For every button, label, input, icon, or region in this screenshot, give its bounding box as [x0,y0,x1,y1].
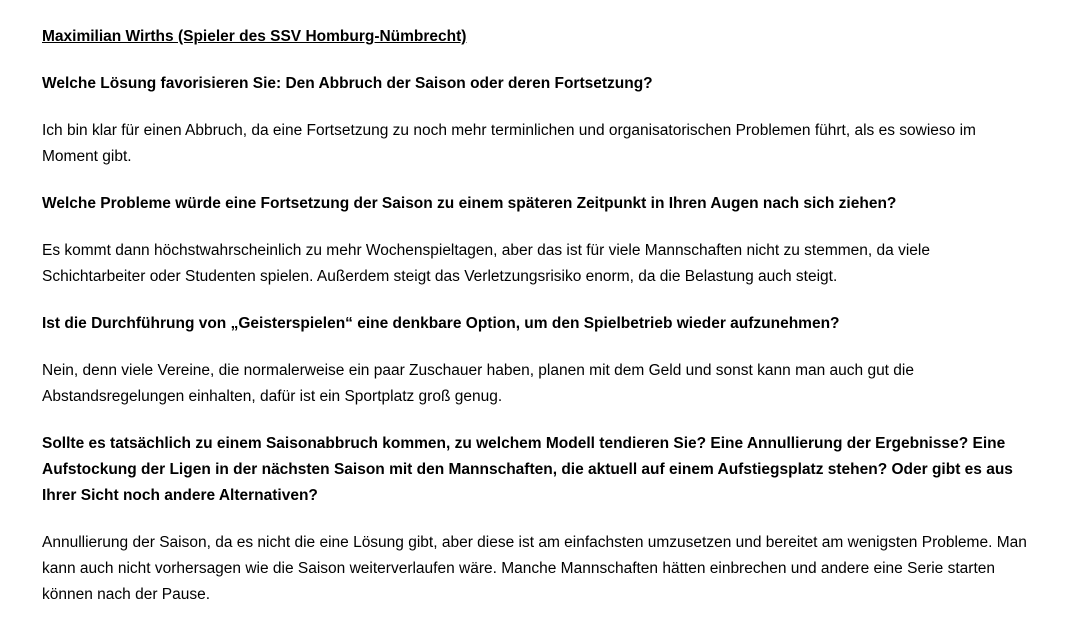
interview-question-1: Welche Lösung favorisieren Sie: Den Abbruch der Saison oder deren Fortsetzung? [42,75,653,92]
interview-answer-1: Ich bin klar für einen Abbruch, da eine Fortsetzung zu noch mehr terminlichen und organisatorischen Problemen führt, als es sowieso im Moment gibt. [42,122,976,165]
document-title: Maximilian Wirths (Spieler des SSV Homburg-Nümbrecht) [42,28,467,45]
interview-question-3: Ist die Durchführung von „Geisterspielen“ eine denkbare Option, um den Spielbetrieb wieder aufzunehmen? [42,315,840,332]
interview-answer-2: Es kommt dann höchstwahrscheinlich zu mehr Wochenspieltagen, aber das ist für viele Mannschaften nicht zu stemmen, da viele Schichtarbeiter oder Studenten spielen. Außerdem steigt das Verletzungsrisiko enorm, da die Belastung auch steigt. [42,242,930,285]
interview-answer-3: Nein, denn viele Vereine, die normalerweise ein paar Zuschauer haben, planen mit dem Geld und sonst kann man auch gut die Abstandsregelungen einhalten, dafür ist ein Sportplatz groß genug. [42,362,914,405]
interview-question-4: Sollte es tatsächlich zu einem Saisonabbruch kommen, zu welchem Modell tendieren Sie? Eine Annullierung der Ergebnisse? Eine Aufstockung der Ligen in der nächsten Saison mit den Mannschaften, die aktuell auf einem Aufstiegsplatz stehen? Oder gibt es aus Ihrer Sicht noch andere Alternativen? [42,435,1013,504]
interview-question-2: Welche Probleme würde eine Fortsetzung der Saison zu einem späteren Zeitpunkt in Ihren Augen nach sich ziehen? [42,195,897,212]
interview-answer-4: Annullierung der Saison, da es nicht die eine Lösung gibt, aber diese ist am einfachsten umzusetzen und bereitet am wenigsten Probleme. Man kann auch nicht vorhersagen wie die Saison weiterverlaufen wäre. Manche Mannschaften hätten einbrechen und andere eine Serie starten können nach der Pause. [42,534,1027,603]
